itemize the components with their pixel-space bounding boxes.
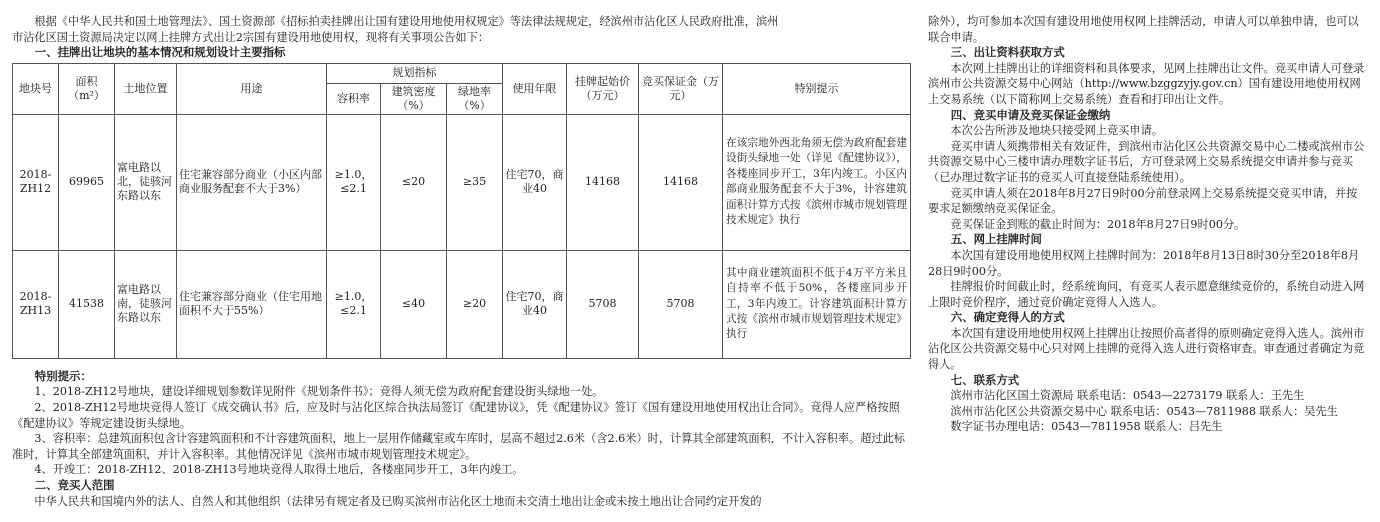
cell-use: 住宅兼容部分商业（小区内部商业服务配套不大于3%） bbox=[177, 114, 327, 250]
section-5-paragraph: 挂牌报价时间截止时，经系统询问，有竞买人表示愿意继续竞价的，系统自动进入网上限时竞价程序，通过竞价确定竞得人入选人。 bbox=[928, 280, 1365, 309]
section-4-title: 四、竞买申请及竞买保证金缴纳 bbox=[950, 107, 1111, 122]
cell-start-price: 5708 bbox=[567, 250, 639, 358]
table-row bbox=[13, 114, 911, 250]
section-3-text: 本次网上挂牌出让的详细资料和具体要求，见网上挂牌出让文件。竞买申请人可登录滨州市公共资源交易中心网站（http://www.bzggzyjy.gov.cn）国有建设用地使用权网上交易系统（以下简称网上交易系统）查看和打印出让文件。 bbox=[928, 61, 1365, 106]
cell-deposit: 14168 bbox=[639, 114, 723, 250]
section-3-title: 三、出让资料获取方式 bbox=[950, 45, 1065, 60]
special-note-item: 3、容积率：总建筑面积包含计容建筑面积和不计容建筑面积，地上一层用作储藏室或车库时，层高不超过2.6米（含2.6米）时，计算其全部建筑面积，不计入容积率。超过此标准时，计算其全部建筑面积，并计入容积率。其他情况详见《滨州市城市规划管理技术规定》。 bbox=[12, 432, 905, 461]
header-location: 土地位置 bbox=[115, 63, 177, 114]
right-column bbox=[928, 0, 1368, 435]
section-4-paragraph: 本次公告所涉及地块只接受网上竞买申请。 bbox=[950, 124, 1163, 138]
intro-paragraph-cont: 市沾化区国土资源局决定以网上挂牌方式出让2宗国有建设用地使用权，现将有关事项公告如下： bbox=[12, 30, 489, 44]
section-6-title: 六、确定竞得人的方式 bbox=[950, 310, 1065, 325]
header-density: 建筑密度（%） bbox=[381, 83, 447, 114]
header-green: 绿地率（%） bbox=[447, 83, 503, 114]
contact-line: 数字证书办理电话：0543—7811958 联系人：吕先生 bbox=[950, 420, 1223, 434]
cell-far: ≥1.0，≤2.1 bbox=[327, 250, 381, 358]
cell-term: 住宅70，商业40 bbox=[503, 114, 567, 250]
header-planning: 规划指标 bbox=[327, 63, 503, 83]
cell-plot-no: 2018-ZH12 bbox=[13, 114, 59, 250]
section-2-title: 二、竞买人范围 bbox=[34, 477, 115, 492]
section-4-paragraph: 竞买保证金到账的截止时间为：2018年8月27日9时00分。 bbox=[950, 217, 1246, 231]
header-far: 容积率 bbox=[327, 83, 381, 114]
header-start-price: 挂牌起始价（万元） bbox=[567, 63, 639, 114]
cell-area: 41538 bbox=[59, 250, 115, 358]
intro-paragraph: 根据《中华人民共和国土地管理法》、国土资源部《招标拍卖挂牌出让国有建设用地使用权规定》等法律法规规定，经滨州市沾化区人民政府批准，滨州 bbox=[34, 15, 779, 28]
header-use: 用途 bbox=[177, 63, 327, 114]
cell-plot-no: 2018-ZH13 bbox=[13, 250, 59, 358]
special-notes-title: 特别提示： bbox=[34, 368, 92, 383]
special-notes bbox=[12, 369, 910, 509]
header-area: 面积（m²） bbox=[59, 63, 115, 114]
header-deposit: 竞买保证金（万元） bbox=[639, 63, 723, 114]
left-column bbox=[12, 0, 910, 509]
contact-line: 滨州市沾化区国土资源局 联系电话：0543—2273179 联系人：王先生 bbox=[950, 389, 1305, 403]
section-2-text: 中华人民共和国境内外的法人、自然人和其他组织（法律另有规定者及已购买滨州市沾化区土地而未交清土地出让金或未按土地出让合同约定开发的 bbox=[34, 494, 762, 508]
section-4-paragraph: 竞买申请人须在2018年8月27日9时00分前登录网上交易系统提交竞买申请，并按要求足额缴纳竞买保证金。 bbox=[928, 186, 1358, 216]
section-6-text: 本次国有建设用地使用权网上挂牌出让按照价高者得的原则确定竞得入选人。滨州市沾化区公共资源交易中心只对网上挂牌的竞得入选人进行资格审查。审查通过者确定为竞得人。 bbox=[928, 326, 1365, 372]
section-1-title: 一、挂牌出让地块的基本情况和规划设计主要指标 bbox=[34, 45, 286, 60]
header-plot-no: 地块号 bbox=[13, 63, 59, 114]
cell-tips: 其中商业建筑面积不低于4万平方米且自持率不低于50%，各楼座同步开工，3年内竣工。计容建筑面积计算方式按《滨州市城市规划管理技术规定》执行 bbox=[723, 250, 911, 358]
header-term: 使用年限 bbox=[503, 63, 567, 114]
cell-density: ≤40 bbox=[381, 250, 447, 358]
section-5-paragraph: 本次国有建设用地使用权网上挂牌时间为：2018年8月13日8时30分至2018年8月28日9时00分。 bbox=[928, 248, 1360, 278]
cell-deposit: 5708 bbox=[639, 250, 723, 358]
cell-far: ≥1.0，≤2.1 bbox=[327, 114, 381, 250]
cell-term: 住宅70，商业40 bbox=[503, 250, 567, 358]
cell-tips: 在该宗地外西北角须无偿为政府配套建设街头绿地一处（详见《配建协议》），各楼座同步开工，3年内竣工。小区内部商业服务配套不大于3%，计容建筑面积计算方式按《滨州市城市规划管理技术规定》执行 bbox=[723, 114, 911, 250]
cell-green: ≥20 bbox=[447, 250, 503, 358]
header-tips: 特别提示 bbox=[723, 63, 911, 114]
cell-location: 富电路以北，徒骇河东路以东 bbox=[115, 114, 177, 250]
section-4-paragraph: 竞买申请人须携带相关有效证件，到滨州市沾化区公共资源交易中心二楼或滨州市公共资源交易中心三楼申请办理数字证书后，方可登录网上交易系统提交申请并参与竞买（已办理过数字证书的竞买人可直接登陆系统使用）。 bbox=[928, 139, 1365, 184]
section-7-title: 七、联系方式 bbox=[950, 372, 1020, 387]
special-note-item: 2、2018-ZH12号地块竞得人签订《成交确认书》后，应及时与沾化区综合执法局签订《配建协议》，凭《配建协议》签订《国有建设用地使用权出让合同》。竞得人应严格按照《配建协议》等规定建设街头绿地。 bbox=[12, 400, 900, 430]
cell-green: ≥35 bbox=[447, 114, 503, 250]
cell-use: 住宅兼容部分商业（住宅用地面积不大于55%） bbox=[177, 250, 327, 358]
cell-location: 富电路以南，徒骇河东路以东 bbox=[115, 250, 177, 358]
contact-line: 滨州市沾化区公共资源交易中心 联系电话：0543—7811988 联系人：吴先生 bbox=[950, 404, 1338, 418]
cell-area: 69965 bbox=[59, 114, 115, 250]
cell-start-price: 14168 bbox=[567, 114, 639, 250]
cell-density: ≤20 bbox=[381, 114, 447, 250]
section-2-continued: 除外），均可参加本次国有建设用地使用权网上挂牌活动，申请人可以单独申请，也可以联合申请。 bbox=[928, 15, 1359, 44]
special-note-item: 1、2018-ZH12号地块，建设详细规划参数详见附件《规划条件书》；竞得人须无偿为政府配套建设街头绿地一处。 bbox=[34, 385, 604, 399]
special-note-item: 4、开竣工：2018-ZH12、2018-ZH13号地块竞得人取得土地后，各楼座同步开工，3年内竣工。 bbox=[34, 463, 524, 477]
section-5-title: 五、网上挂牌时间 bbox=[950, 232, 1042, 247]
land-plot-table bbox=[12, 63, 911, 359]
table-row bbox=[13, 250, 911, 358]
